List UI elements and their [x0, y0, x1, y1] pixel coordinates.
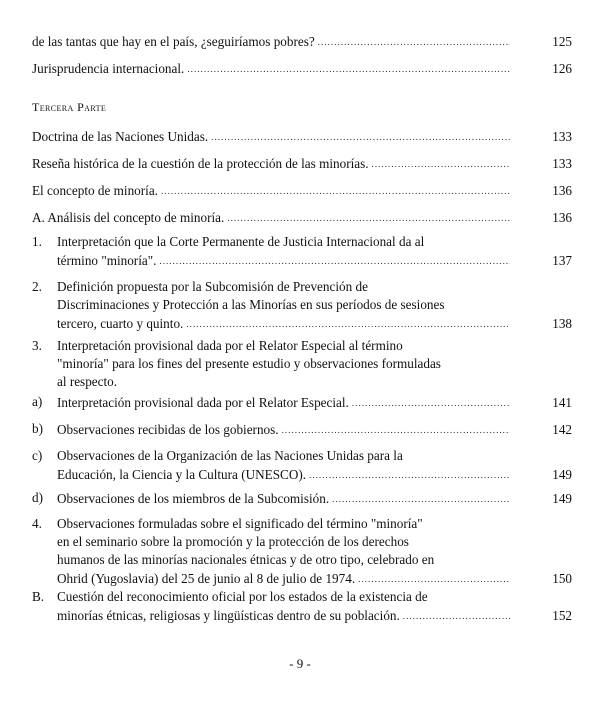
item-last-line: tercero, cuarto y quinto.	[57, 316, 184, 331]
leader-dots	[187, 59, 510, 78]
item-line: Definición propuesta por la Subcomisión de Prevención de	[57, 279, 368, 294]
toc-entry-page: 133	[552, 156, 572, 171]
item-last-line: Observaciones recibidas de los gobiernos.	[57, 422, 279, 437]
item-marker: 3.	[32, 338, 42, 353]
leader-dots	[282, 420, 510, 439]
item-last-line: Educación, la Ciencia y la Cultura (UNESCO).	[57, 467, 307, 482]
page-number: - 9 -	[289, 656, 311, 671]
item-marker: 1.	[32, 234, 42, 249]
toc-item	[32, 489, 572, 508]
item-marker: d)	[32, 490, 43, 505]
leader-dots	[161, 181, 510, 200]
item-line: en el seminario sobre la promoción y la protección de los derechos	[57, 534, 409, 549]
toc-entry-page: 137	[552, 253, 572, 268]
item-line: Observaciones formuladas sobre el significado del término "minoría"	[57, 516, 423, 531]
item-line: Observaciones de la Organización de las Naciones Unidas para la	[57, 448, 403, 463]
toc-item	[32, 588, 572, 625]
toc-entry-page: 133	[552, 129, 572, 144]
toc-item	[32, 233, 572, 270]
toc-entry-page: 150	[552, 571, 572, 586]
toc-entry-label: Reseña histórica de la cuestión de la protección de las minorías.	[32, 156, 369, 171]
item-last-line: minorías étnicas, religiosas y lingüísticas dentro de su población.	[57, 608, 400, 623]
toc-entry-page: 152	[552, 608, 572, 623]
leader-dots	[403, 606, 510, 625]
item-line: Interpretación que la Corte Permanente de Justicia Internacional da al	[57, 234, 425, 249]
toc-entry-label: Doctrina de las Naciones Unidas.	[32, 129, 209, 144]
toc-entry-page: 136	[552, 183, 572, 198]
toc-entry	[32, 59, 572, 78]
toc-entry-label: Jurisprudencia internacional.	[32, 61, 185, 76]
toc-entry-page: 126	[552, 61, 572, 76]
leader-dots	[318, 32, 510, 51]
leader-dots	[309, 465, 510, 484]
toc-entry	[32, 32, 572, 51]
toc-item	[32, 278, 572, 333]
item-line: "minoría" para los fines del presente estudio y observaciones formuladas	[57, 356, 441, 371]
toc-item	[32, 337, 572, 391]
item-marker: a)	[32, 394, 43, 409]
toc-entry-label: A. Análisis del concepto de minoría.	[32, 210, 225, 225]
toc-entry	[32, 154, 572, 173]
item-marker: B.	[32, 589, 45, 604]
toc-entry-page: 142	[552, 422, 572, 437]
toc-entry-page: 136	[552, 210, 572, 225]
item-line: humanos de las minorías nacionales étnicas y de otro tipo, celebrado en	[57, 552, 435, 567]
toc-entry-page: 138	[552, 316, 572, 331]
leader-dots	[159, 251, 510, 270]
toc-item	[32, 420, 572, 439]
toc-entry-page: 149	[552, 491, 572, 506]
toc-entry-page: 149	[552, 467, 572, 482]
item-line: Discriminaciones y Protección a las Minorías en sus períodos de sesiones	[57, 297, 445, 312]
leader-dots	[372, 154, 510, 173]
leader-dots	[332, 489, 510, 508]
toc-entry	[32, 181, 572, 200]
toc-item	[32, 447, 572, 484]
item-marker: 4.	[32, 516, 42, 531]
toc-entry-page: 141	[552, 395, 572, 410]
leader-dots	[186, 314, 510, 333]
toc-item	[32, 515, 572, 588]
item-last-line: término "minoría".	[57, 253, 157, 268]
section-title: Tercera Parte	[32, 100, 107, 114]
item-last-line: Observaciones de los miembros de la Subcomisión.	[57, 491, 330, 506]
item-last-line: Ohrid (Yugoslavia) del 25 de junio al 8 de julio de 1974.	[57, 571, 356, 586]
item-marker: c)	[32, 448, 43, 463]
toc-entry	[32, 127, 572, 146]
item-last-line: Interpretación provisional dada por el Relator Especial.	[57, 395, 349, 410]
leader-dots	[358, 569, 510, 588]
toc-entry	[32, 208, 572, 227]
toc-entry-page: 125	[552, 34, 572, 49]
item-last-line: al respecto.	[57, 374, 118, 389]
item-marker: b)	[32, 421, 43, 436]
item-line: Interpretación provisional dada por el Relator Especial al término	[57, 338, 403, 353]
leader-dots	[227, 208, 510, 227]
leader-dots	[352, 393, 510, 412]
leader-dots	[211, 127, 510, 146]
toc-entry-label: de las tantas que hay en el país, ¿seguiríamos pobres?	[32, 34, 315, 49]
item-line: Cuestión del reconocimiento oficial por los estados de la existencia de	[57, 589, 428, 604]
item-marker: 2.	[32, 279, 42, 294]
toc-item	[32, 393, 572, 412]
toc-entry-label: El concepto de minoría.	[32, 183, 158, 198]
